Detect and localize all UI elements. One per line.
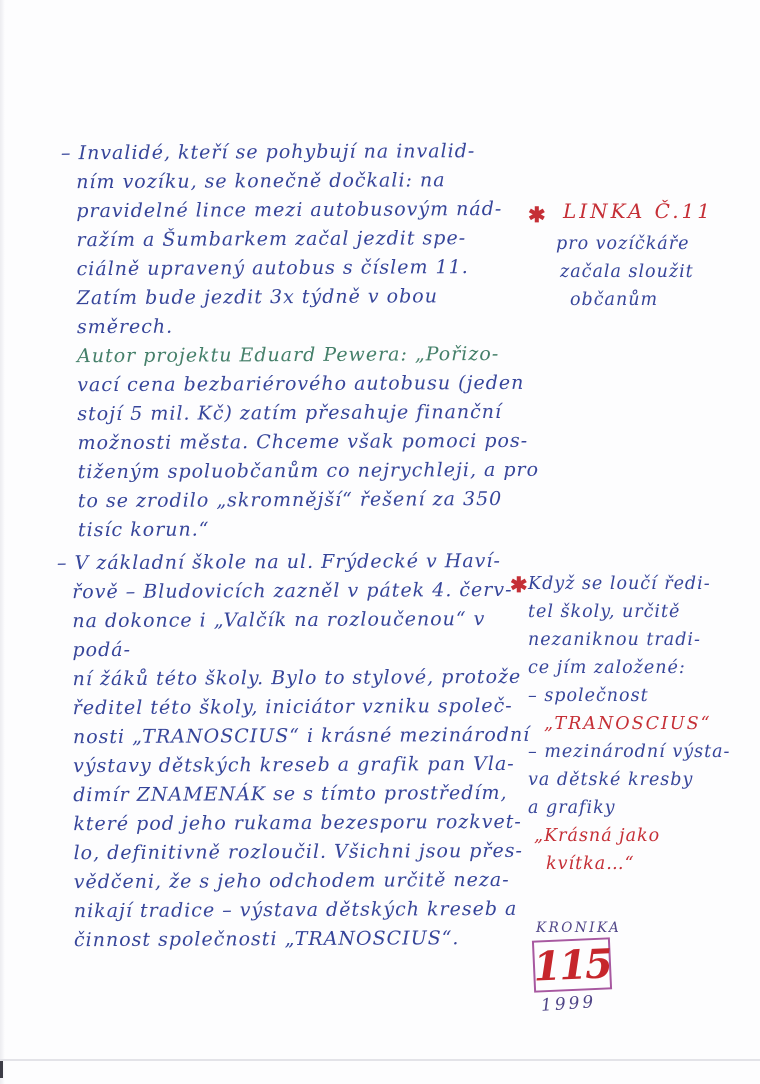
handwritten-line: ciálně upravený autobus s číslem 11.	[76, 256, 469, 281]
handwritten-line: dimír ZNAMENÁK se s tímto prostředím,	[73, 781, 508, 807]
handwritten-line: vací cena bezbariérového autobusu (jeden	[77, 371, 525, 397]
handwritten-line: – mezinárodní výsta-	[528, 742, 731, 762]
handwritten-line: va dětské kresby	[528, 770, 694, 790]
handwritten-line: ní žáků této školy. Bylo to stylové, protože	[72, 665, 522, 691]
handwritten-line: nikají tradice – výstava dětských kreseb a	[73, 897, 518, 923]
handwritten-line-green-author: Autor projektu Eduard Pewera: „Pořizo-	[77, 342, 500, 368]
handwritten-line: stojí 5 mil. Kč) zatím přesahuje finanční	[77, 400, 503, 426]
margin-note-school-director	[528, 570, 738, 878]
handwritten-line: řově – Bludovicích zazněl v pátek 4. červ-	[72, 578, 513, 604]
handwritten-line: nezaniknou tradi-	[528, 630, 701, 650]
handwritten-line: – V základní škole na ul. Frýdecké v Haví-	[56, 549, 501, 575]
handwritten-line: možnosti města. Chceme však pomoci pos-	[77, 429, 529, 455]
scan-corner-mark	[0, 1061, 3, 1078]
chronicle-year: 1999	[540, 992, 597, 1016]
handwritten-line: začala sloužit	[560, 262, 694, 282]
handwritten-line: které pod jeho rukama bezesporu rozkvet-	[73, 810, 522, 836]
handwritten-line: ním vozíku, se konečně dočkali: na	[76, 169, 446, 194]
paragraph-school-director	[57, 547, 537, 955]
handwritten-line: výstavy dětských kreseb a grafik pan Vla-	[73, 752, 515, 778]
scan-bottom-edge-shadow	[0, 1059, 760, 1061]
handwritten-line: vědčeni, že s jeho odchodem určitě neza-	[73, 868, 510, 894]
handwritten-line-red-tranoscius: „TRANOSCIUS“	[544, 714, 712, 734]
handwritten-line: – Invalidé, kteří se pohybují na invalid-	[60, 140, 476, 165]
handwritten-line: to se zrodilo „skromnější“ řešení za 350	[77, 487, 503, 513]
handwritten-line-red-exhibition-title: „Krásná jako	[534, 826, 661, 846]
margin-note-title-linka-11: LINKA Č.11	[563, 199, 714, 223]
handwritten-line: občanům	[570, 290, 659, 310]
handwritten-line: ředitel této školy, iniciátor vzniku společ-	[72, 694, 513, 720]
asterisk-marker-icon: ✱	[528, 202, 546, 227]
handwritten-line: tel školy, určitě	[528, 602, 681, 622]
kronika-label: KRONIKA	[536, 920, 622, 936]
margin-note-bus-line	[556, 230, 694, 314]
handwritten-line: a grafiky	[528, 798, 616, 818]
handwritten-line: pro vozíčkáře	[556, 234, 690, 254]
handwritten-line-red-exhibition-title: kvítka…“	[546, 854, 635, 874]
handwritten-line: Když se loučí ředi-	[528, 574, 711, 594]
page-number: 115	[532, 939, 612, 991]
asterisk-marker-icon: ✱	[510, 572, 528, 597]
handwritten-line: činnost společnosti „TRANOSCIUS“.	[73, 927, 460, 952]
handwritten-line: na dokonce i „Valčík na rozloučenou“ v podá-	[72, 608, 486, 662]
handwritten-line: ražím a Šumbarkem začal jezdit spe-	[76, 227, 467, 252]
handwritten-line: ce jím založené:	[528, 658, 686, 678]
handwritten-line: pravidelné lince mezi autobusovým nád-	[76, 197, 503, 223]
handwritten-line: tiženým spoluobčanům co nejrychleji, a pro	[77, 458, 540, 484]
handwritten-line: – společnost	[528, 686, 649, 706]
handwritten-line: nosti „TRANOSCIUS“ i krásné mezinárodní	[72, 723, 531, 749]
paragraph-bus-line	[61, 137, 541, 545]
handwritten-line: Zatím bude jezdit 3x týdně v obou směrech.	[76, 285, 438, 339]
scan-left-edge-shadow	[0, 0, 5, 1084]
handwritten-line: tisíc korun.“	[77, 518, 210, 542]
page-number-stamp-box	[532, 937, 612, 992]
handwritten-line: lo, definitivně rozloučil. Všichni jsou přes-	[73, 839, 523, 865]
